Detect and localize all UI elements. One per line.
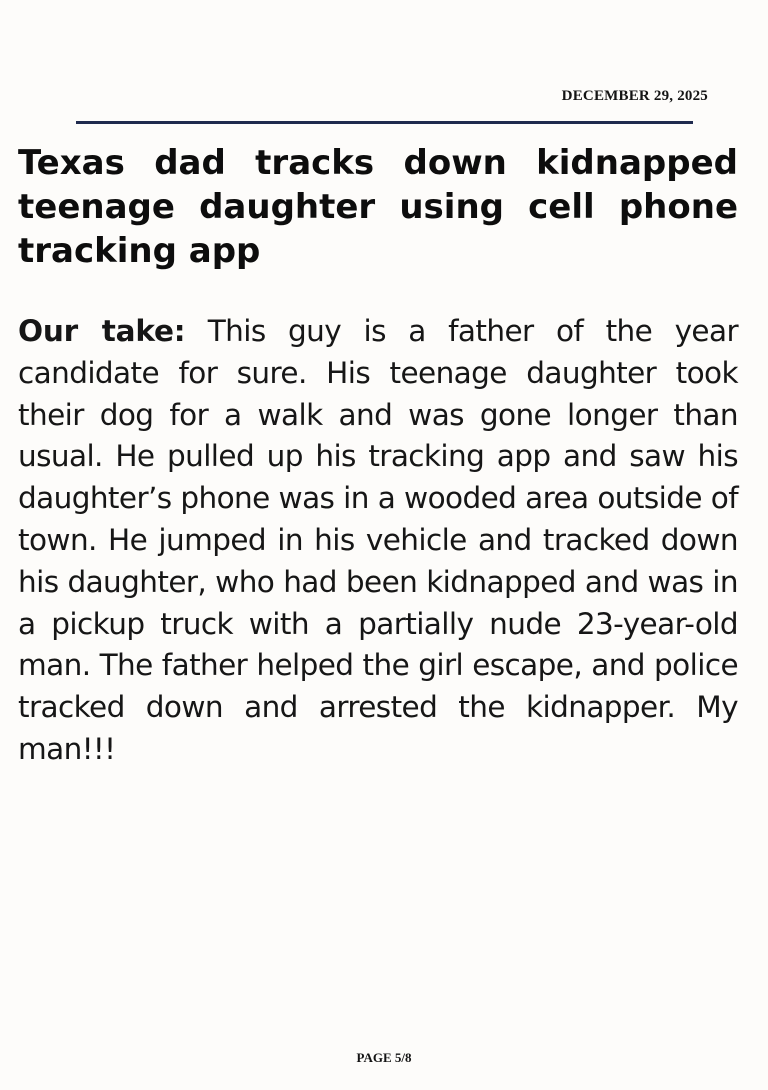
header-divider — [76, 121, 693, 124]
publication-date: DECEMBER 29, 2025 — [561, 88, 708, 104]
article-body — [18, 311, 738, 771]
article-headline: Texas dad tracks down kidnapped teenage daughter using cell phone tracking app — [18, 143, 738, 271]
article-body-text: This guy is a father of the year candidate for sure. His teenage daughter took their dog for a walk and was gone longer than usual. He pulled up his tracking app and saw his daughter’s phone was in a wooded area outside of town. He jumped in his vehicle and tracked down his daughter, who had been kidnapped and was in a pickup truck with a partially nude 23-year-old man. The father helped the girl escape, and police tracked down and arrested the kidnapper. My man!!! — [18, 314, 738, 766]
lead-label: Our take: — [18, 314, 186, 348]
page-number: PAGE 5/8 — [356, 1050, 412, 1065]
